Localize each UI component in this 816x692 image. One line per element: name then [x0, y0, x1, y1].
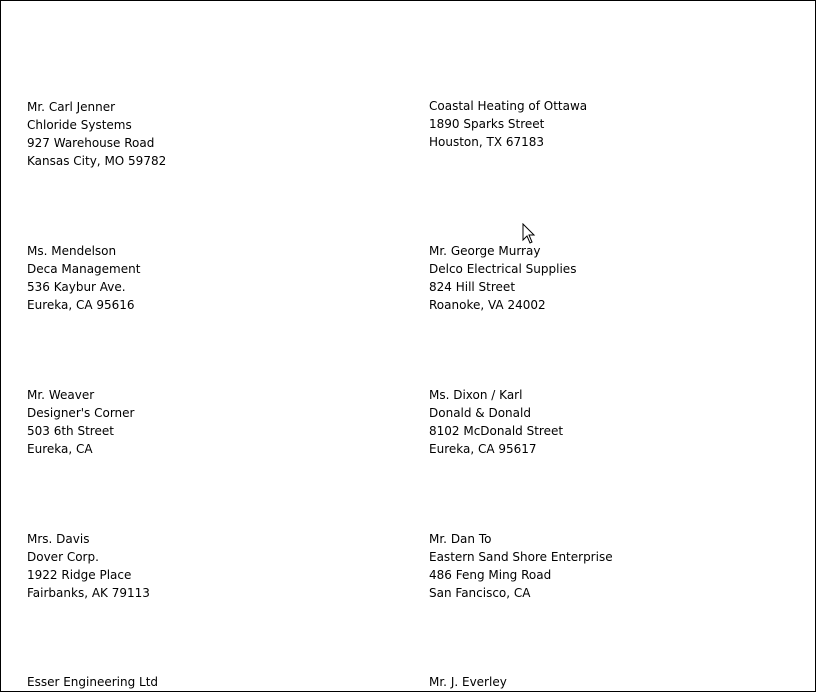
label-line: Eureka, CA 95616	[27, 298, 135, 312]
label-line: Chloride Systems	[27, 118, 132, 132]
label-line: 536 Kaybur Ave.	[27, 280, 126, 294]
label-line: 486 Feng Ming Road	[429, 568, 552, 582]
label-line: Deca Management	[27, 262, 141, 276]
label-line: 503 6th Street	[27, 424, 114, 438]
label-line: Eastern Sand Shore Enterprise	[429, 550, 613, 564]
address-label	[429, 673, 507, 691]
label-line: Roanoke, VA 24002	[429, 298, 546, 312]
label-line: Donald & Donald	[429, 406, 531, 420]
label-line: Mr. J. Everley	[429, 675, 507, 689]
label-line: 1890 Sparks Street	[429, 117, 545, 131]
label-line: Kansas City, MO 59782	[27, 154, 167, 168]
label-line: Eureka, CA	[27, 442, 93, 456]
label-line: Mr. Weaver	[27, 388, 95, 402]
label-line: 1922 Ridge Place	[27, 568, 132, 582]
label-line: Mr. Dan To	[429, 532, 492, 546]
label-line: Mrs. Davis	[27, 532, 90, 546]
address-label	[429, 242, 576, 314]
label-line: 8102 McDonald Street	[429, 424, 564, 438]
label-line: Mr. George Murray	[429, 244, 541, 258]
label-line: Fairbanks, AK 79113	[27, 586, 150, 600]
address-label	[429, 386, 563, 458]
label-line: Designer's Corner	[27, 406, 135, 420]
label-line: Houston, TX 67183	[429, 135, 545, 149]
label-line: Eureka, CA 95617	[429, 442, 537, 456]
label-line: Delco Electrical Supplies	[429, 262, 577, 276]
label-line: Esser Engineering Ltd	[27, 675, 159, 689]
label-line: Mr. Carl Jenner	[27, 100, 116, 114]
label-line: Coastal Heating of Ottawa	[429, 99, 588, 113]
label-line: Dover Corp.	[27, 550, 99, 564]
address-label	[27, 386, 134, 458]
label-line: San Fancisco, CA	[429, 586, 531, 600]
address-label	[27, 530, 150, 602]
address-label	[429, 97, 587, 151]
address-label	[429, 530, 613, 602]
address-label	[27, 673, 158, 691]
mouse-pointer-icon	[522, 223, 536, 245]
label-line: Ms. Mendelson	[27, 244, 117, 258]
label-line: Ms. Dixon / Karl	[429, 388, 523, 402]
address-label	[27, 242, 140, 314]
address-label	[27, 98, 166, 170]
label-line: 927 Warehouse Road	[27, 136, 155, 150]
label-line: 824 Hill Street	[429, 280, 516, 294]
